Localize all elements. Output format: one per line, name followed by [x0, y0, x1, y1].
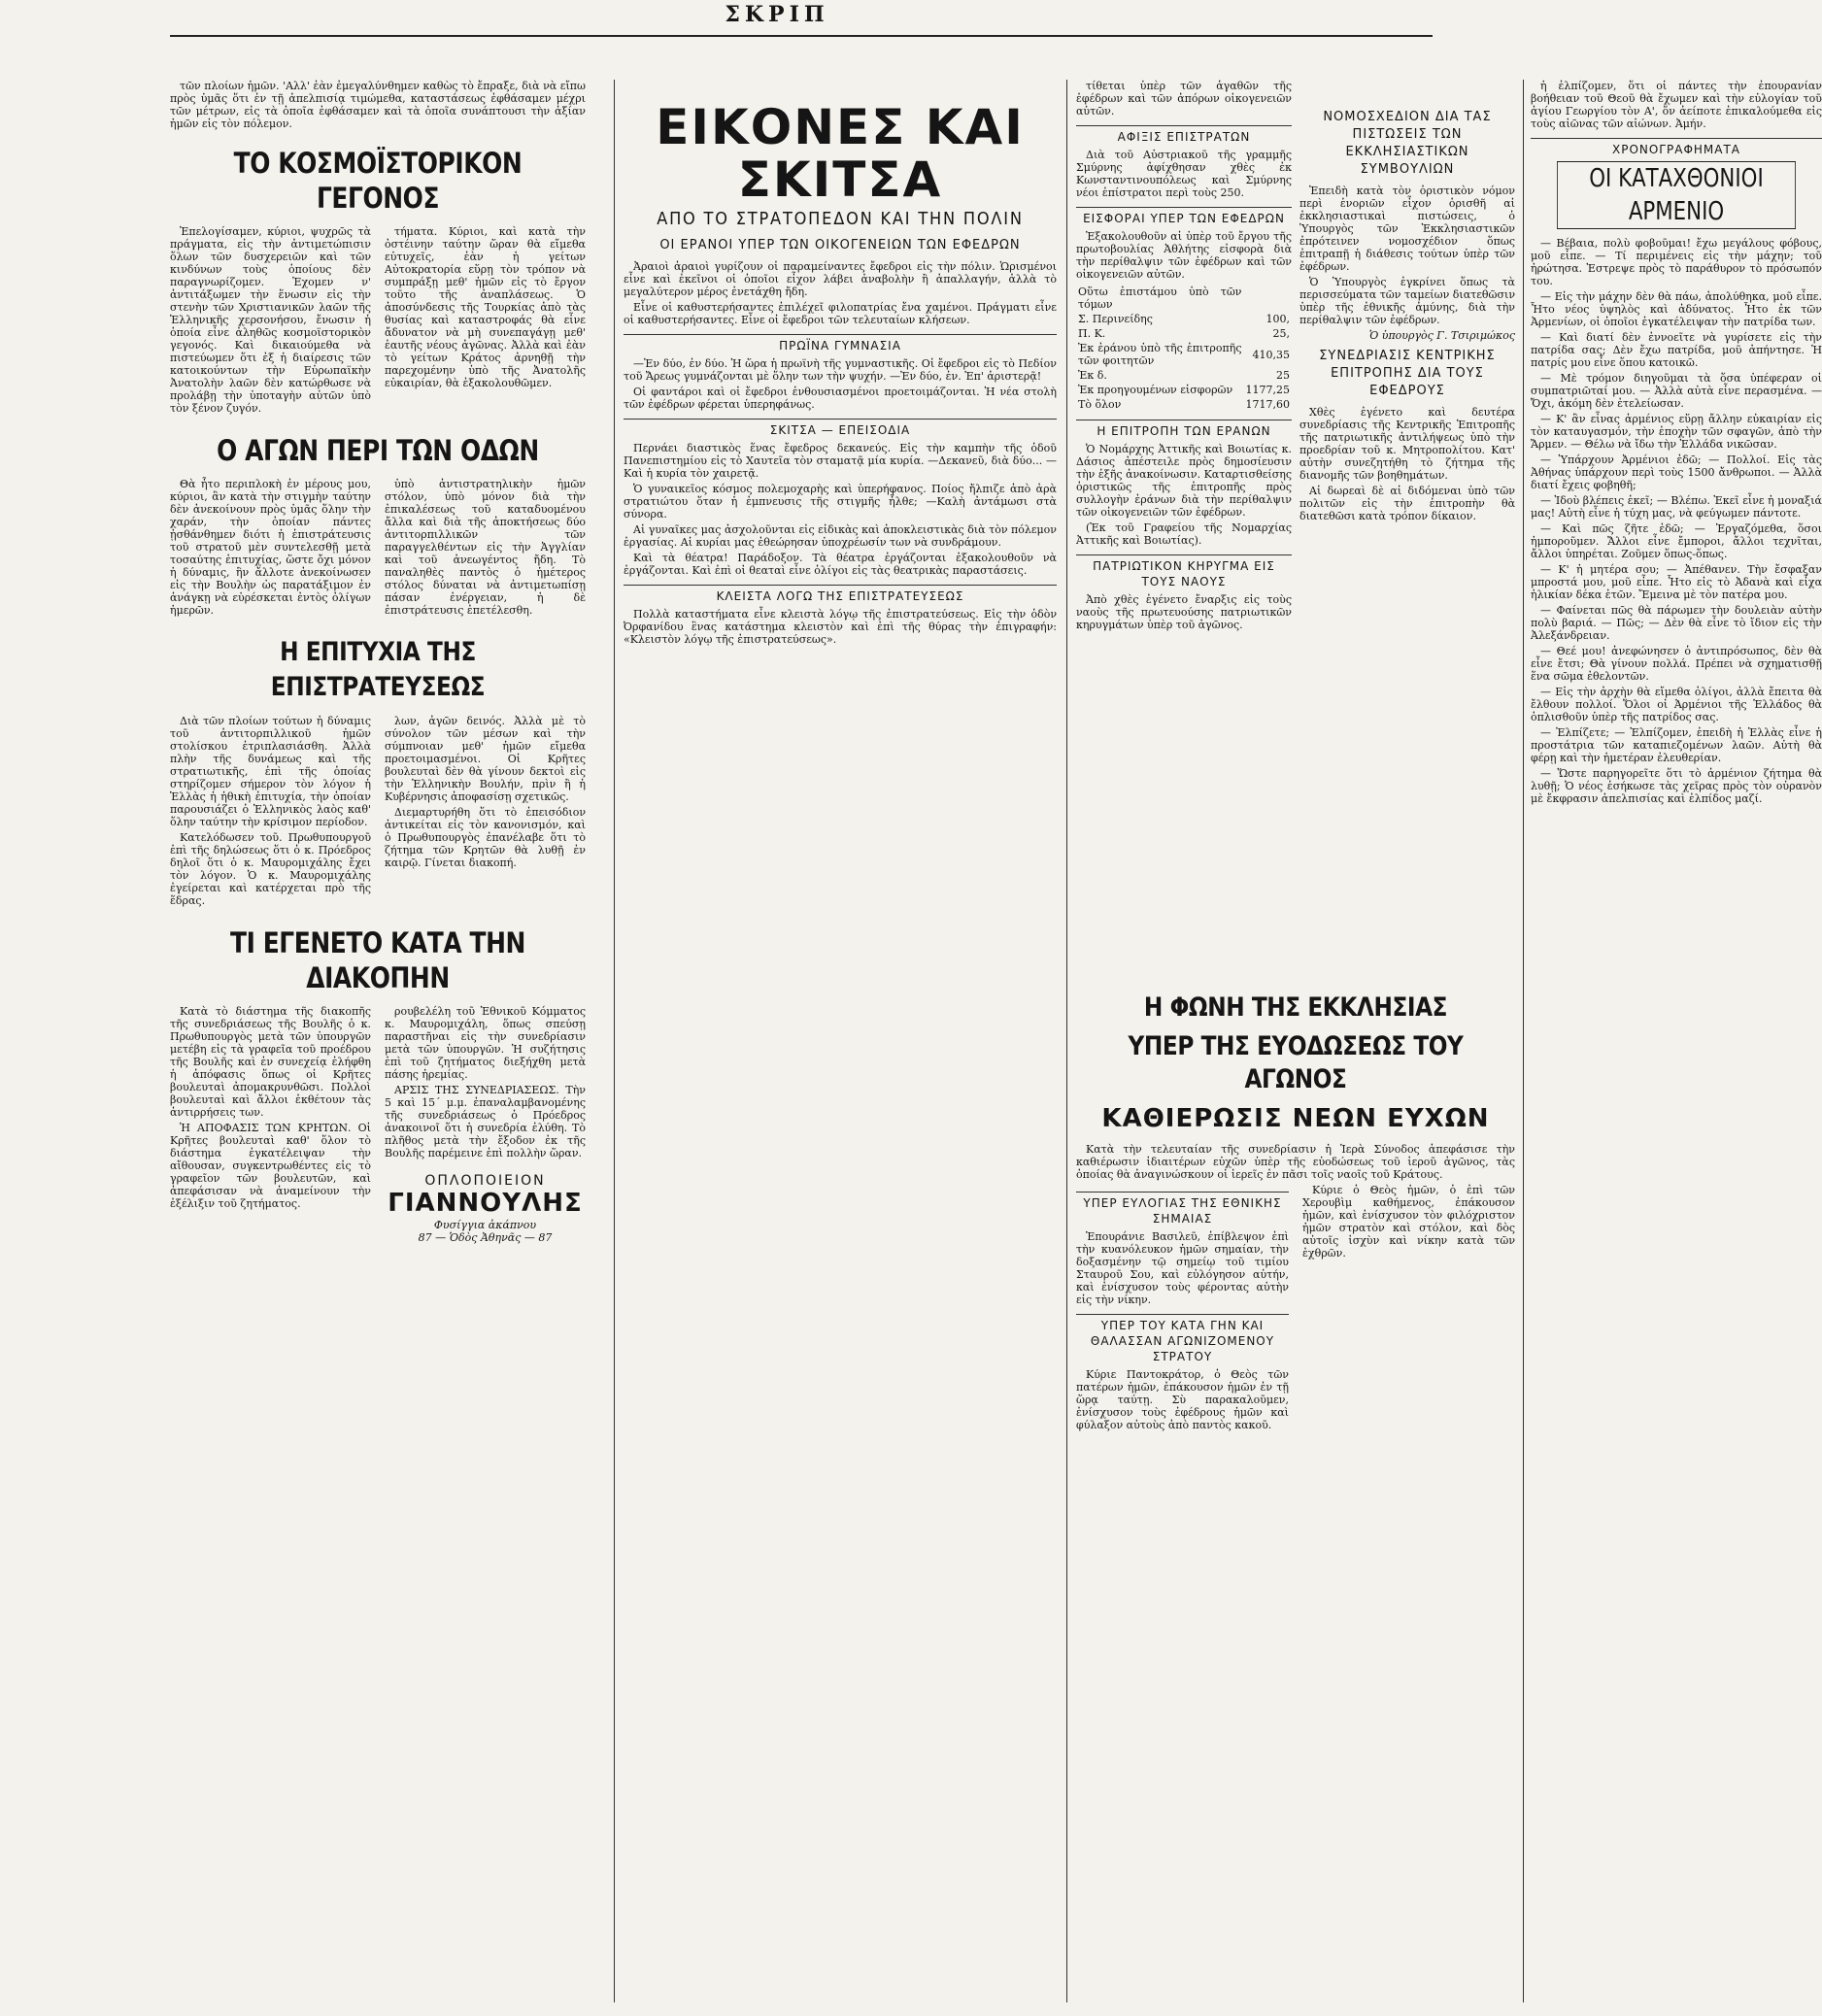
headline-sermons: ΠΑΤΡΙΩΤΙΚΟΝ ΚΗΡΥΓΜΑ ΕΙΣ ΤΟΥΣ ΝΑΟΥΣ: [1076, 554, 1292, 589]
col3-p10: Ἐπουράνιε Βασιλεῦ, ἐπίβλεψον ἐπὶ τὴν κυανόλευκον ἡμῶν σημαίαν, τὴν δοξασμένην τῷ σημείῳ τοῦ τιμίου Σταυροῦ Σου, καὶ εὐλόγησον αὐτήν, καὶ ἐνίσχυσον τοὺς φέροντας αὐτὴν εἰς τὴν νίκην.: [1076, 1230, 1289, 1306]
col3-p9: Κατὰ τὴν τελευταίαν τῆς συνεδρίασιν ἡ Ἱερὰ Σύνοδος ἀπεφάσισε τὴν καθιέρωσιν ἰδιαιτέρων εὐχῶν ὑπὲρ τῆς εὐοδώσεως τοῦ ἱεροῦ ἀγῶνος, τὰς ὁποίας θὰ ἀναγινώσκουν οἱ ἱερεῖς ἐν πᾶσι τοῖς ναοῖς τοῦ Κράτους.: [1076, 1143, 1515, 1181]
col4-p6: — Ὑπάρχουν Ἀρμένιοι ἐδῶ; — Πολλοί. Εἰς τὰς Ἀθήνας ὑπάρχουν περὶ τοὺς 1500 ἄνθρωποι. — Ἀλλὰ διατί ἔχεις φοβηθῆ;: [1531, 454, 1822, 491]
contribution-amount: 25,: [1272, 327, 1290, 340]
col1-s2b: ὑπὸ ἀντιστρατηλικὴν ἡμῶν στόλον, ὑπὸ μόνον διὰ τὴν ἐπικαλέσεως τοῦ καταδυομένου ἄλλα καὶ διὰ τῆς ἀποκτήσεως δύο ἀντιτορπιλλικῶν τῶν παραγγελθέντων εἰς τὴν Ἀγγλίαν καὶ τοῦ ἀνεωγέντος ἤδη. Τὸ παναληθὲς παντὸς ὁ ἡμέτερος στόλος δύναται νὰ ἀντιμετωπίσῃ πάσαν ἐνέργειαν, ἡ δὲ ἐπιστράτευσις ἐπετέλεσθη.: [385, 478, 586, 617]
col2-p4: Οἱ φαντάροι καὶ οἱ ἔφεδροι ἐνθουσιασμένοι προετοιμάζονται. Ἡ νέα στολὴ τῶν ἐφέδρων φέρεται ὑπερηφάνως.: [624, 386, 1057, 411]
col4-intro: ἡ ἐλπίζομεν, ὅτι οἱ πάντες τὴν ἐπουρανίαν βοήθειαν τοῦ Θεοῦ θὰ ἔχωμεν καὶ τὴν εὐλογίαν τοῦ ἁγίου Γεωργίου τὸν Α', ὅν ἀείποτε ἐπικαλούμεθα εἰς τοὺς αἰῶνας τῶν αἰώνων. Ἀμήν.: [1531, 80, 1822, 130]
col1-s3a: Διὰ τῶν πλοίων τούτων ἡ δύναμις τοῦ ἀντιτορπιλλικοῦ ἡμῶν στολίσκου ἐτριπλασιάσθη. Ἀλλὰ πλὴν τῆς δυνάμεως καὶ τῆς στρατιωτικῆς, ἐπὶ τῆς ὁποίας στηρίζομεν σήμερον τὸν λόγον ἡ Ἑλλὰς ἡ ἠθικὴ ἐπιτυχία, τὴν ὁποίαν παρουσιάζει ὁ Ἑλληνικὸς λαὸς καθ' ὅλην ταύτην τὴν κρίσιμον περίοδον.: [170, 715, 371, 828]
col2-p2: Εἶνε οἱ καθυστερήσαντες ἐπιλέχεῖ φιλοπατρίας ἔνα χαμένοι. Πράγματι εἶνε οἱ καθυστερήσαντες. Εἶνε οἱ ἔφεδροι τῶν τελευταίων κλήσεων.: [624, 301, 1057, 326]
col1-s1b: τήματα. Κύριοι, καὶ κατὰ τὴν ὀστέινην ταύτην ὥραν θὰ εἴμεθα εὐτυχεῖς, ἐὰν ἡ γείτων Αὐτοκρατορία εὕρῃ τὸν τρόπον νὰ συμπράξῃ μεθ' ἡμῶν εἰς τὸ ἔργον τοῦτο τῆς ἀναπλάσεως. Ὁ ἀποσύνδεσις τῆς Τουρκίας ἀπὸ τὰς θυσίας καὶ καταστροφάς θὰ εἶνε ἄδυνατον νὰ μὴ συνεπαγάγῃ μεθ' ἑαυτῆς νέους ἀγῶνας. Ἀλλὰ καὶ ἐὰν τὸ γείτων Κράτος ἀρνηθῇ τὴν παρεχομένην ὑπὸ τῆς Ἀνατολῆς εὐκαιρίαν, θὰ ἐξακολουθῶμεν.: [385, 225, 586, 389]
col3-p5: Ἐπειδὴ κατὰ τὸν ὁριστικὸν νόμον περὶ ἐνοριῶν εἶχον ὁρισθῆ αἱ ἐκκλησιαστικαὶ πιστώσεις, ὁ Ὑπουργὸς τῶν Ἐκκλησιαστικῶν ἐπρότεινεν νομοσχέδιον ὅπως ἐπιτραπῇ ἡ διάθεσις τούτων ὑπὲρ τῶν ἐφέδρων.: [1299, 185, 1515, 273]
col4-p13: — Ἐλπίζετε; — Ἐλπίζομεν, ἐπειδὴ ἡ Ἑλλὰς εἶνε ἡ προστάτρια τῶν καταπιεζομένων λαῶν. Αὐτὴ θὰ φέρῃ καὶ τὴν ἡμετέραν ἐλευθερίαν.: [1531, 726, 1822, 764]
col4-p12: — Εἰς τὴν ἀρχὴν θὰ εἴμεθα ὀλίγοι, ἀλλὰ ἔπειτα θὰ ἔλθουν πολλοί. Ὅλοι οἱ Ἀρμένιοι τῆς Ἑλλάδος θὰ ὁπλισθοῦν ὑπὲρ τῆς πατρίδος σας.: [1531, 686, 1822, 723]
col3-p2: Ἐξακολουθοῦν αἱ ὑπὲρ τοῦ ἔργου τῆς πρωτοβουλίας Ἀθλήτης εἰσφορὰ διὰ τὴν περίθαλψιν τῶν ἐφέδρων καὶ τῶν οἰκογενειῶν αὐτῶν.: [1076, 230, 1292, 281]
headline-success-struggle: ΥΠΕΡ ΤΗΣ ΕΥΟΔΩΣΕΩΣ ΤΟΥ ΑΓΩΝΟΣ: [1128, 1031, 1464, 1094]
col4-p2: — Εἰς τὴν μάχην δὲν θὰ πάω, ἀπολύθηκα, μοῦ εἶπε. Ἦτο νέος ὑψηλὸς καὶ ἀδύνατος. Ἦτο ἐκ τῶν Ἀρμενίων, οἱ ὁποῖοι ἐγκατέλειψαν τὴν πατρίδα των.: [1531, 290, 1822, 328]
ad-line-3: Φυσίγγια ἀκάπνου: [433, 1219, 537, 1231]
contribution-name: Οὕτω ἐπιστάμου ὑπὸ τῶν τόμων: [1078, 286, 1242, 311]
contribution-amount: [1244, 285, 1293, 312]
contribution-amount: 1177,25: [1245, 384, 1290, 396]
contribution-name: Σ. Περινείδης: [1078, 313, 1153, 325]
contribution-amount: 1717,60: [1245, 398, 1290, 411]
contribution-name: Τὸ ὅλον: [1078, 398, 1122, 411]
headline-flag-blessing: ΥΠΕΡ ΕΥΛΟΓΙΑΣ ΤΗΣ ΕΘΝΙΚΗΣ ΣΗΜΑΙΑΣ: [1076, 1192, 1289, 1226]
headline-bill: ΝΟΜΟΣΧΕΔΙΟΝ ΔΙΑ ΤΑΣ ΠΙΣΤΩΣΕΙΣ ΤΩΝ ΕΚΚΛΗΣΙΑΣΤΙΚΩΝ ΣΥΜΒΟΥΛΙΩΝ: [1323, 110, 1492, 177]
headline-central-committee: ΣΥΝΕΔΡΙΑΣΙΣ ΚΕΝΤΡΙΚΗΣ ΕΠΙΤΡΟΠΗΣ ΔΙΑ ΤΟΥΣ ΕΦΕΔΡΟΥΣ: [1319, 349, 1496, 398]
col3-p6: Ὁ Ὑπουργὸς ἐγκρίνει ὅπως τὰ περισσεύματα τῶν ταμείων διατεθῶσιν ὑπὲρ τῆς ἐθνικῆς ἀμύνης, διὰ τὴν περίθαλψιν τῶν ἐφέδρων.: [1299, 276, 1516, 326]
contribution-row: [1076, 368, 1292, 383]
col4-p7: — Ἰδοὺ βλέπεις ἐκεῖ; — Βλέπω. Ἐκεῖ εἶνε ἡ μοναξιά μας! Αὐτὴ εἶνε ἡ τύχη μας, νὰ φεύγωμεν πάντοτε.: [1531, 494, 1822, 520]
col1-s4b: ρουβελέλη τοῦ Ἐθνικοῦ Κόμματος κ. Μαυρομιχάλη, ὅπως σπεύσῃ παραστῆναι εἰς τὴν συνεδρίασιν μετὰ τῶν ὑπουργῶν. Ἡ συζήτησις ἐπὶ τοῦ ζητήματος διεξήχθη μετὰ πάσης ἠρεμίας.: [385, 1005, 586, 1081]
church-subcolumns: [1076, 1184, 1515, 1434]
col1-section-4: [170, 1005, 586, 1244]
church-section: [1076, 986, 1515, 2002]
contributions-table: [1076, 285, 1292, 412]
caption-closed-shops: ΚΛΕΙΣΤΑ ΛΟΓΩ ΤΗΣ ΕΠΙΣΤΡΑΤΕΥΣΕΩΣ: [624, 585, 1057, 604]
col4-p14: — Ὥστε παρηγορεῖτε ὅτι τὸ ἀρμένιον ζήτημα θὰ λυθῇ; Ὁ νέος ἐσήκωσε τὰς χεῖρας πρὸς τὸν οὐρανὸν μὲ ἔκφρασιν ἀπελπισίας καὶ ἐλπίδος μαζί.: [1531, 767, 1822, 805]
col3-p3b: (Ἐκ τοῦ Γραφείου τῆς Νομαρχίας Ἀττικῆς καὶ Βοιωτίας).: [1076, 521, 1292, 547]
column-divider-1: [614, 80, 615, 2002]
contribution-row: [1076, 397, 1292, 412]
col3-p4: Ἀπὸ χθὲς ἐγένετο ἔναρξις εἰς τοὺς ναοὺς τῆς πρωτευούσης πατριωτικῶν κηρυγμάτων ὑπὲρ τοῦ ἀγῶνος.: [1076, 593, 1292, 631]
minister-signature: Ὁ ὑπουργὸς Γ. Τσιριμώκος: [1368, 329, 1515, 342]
contribution-row: [1076, 326, 1292, 341]
contribution-amount: 100,: [1265, 313, 1290, 325]
col3-p3: Ὁ Νομάρχης Ἀττικῆς καὶ Βοιωτίας κ. Δάσιος ἀπέστειλε πρὸς δημοσίευσιν τὴν ἑξῆς ἀνακοίνωσιν. Καταρτισθείσης ὁριστικῶς τῆς ἐπιτροπῆς πρὸς συλλογὴν ἐράνων διὰ τὴν περίθαλψιν τῶν οἰκογενειῶν τῶν ἐφέδρων.: [1076, 443, 1293, 519]
top-rule: [170, 35, 1433, 37]
col3-p1: Διὰ τοῦ Αὐστριακοῦ τῆς γραμμῆς Σμύρνης ἀφίχθησαν χθὲς ἐκ Κωνσταντινουπόλεως καὶ Σμύρνης νέοι ἐπίστρατοι περὶ τοὺς 250.: [1076, 149, 1292, 199]
col1-s4a: Κατὰ τὸ διάστημα τῆς διακοπῆς τῆς συνεδριάσεως τῆς Βουλῆς ὁ κ. Πρωθυπουργὸς μετὰ τῶν ὑπουργῶν μετέβη εἰς τὰ γραφεῖα τοῦ προέδρου τῆς Βουλῆς καὶ ἐν συνεχείᾳ ἐλήφθη ἡ ἀπόφασις ὅπως οἱ Κρῆτες βουλευταὶ ἀπομακρυνθῶσι. Πολλοὶ βουλευταὶ καὶ ἄλλοι ἐκθέτουν τὰς ἀντιρρήσεις των.: [170, 1005, 371, 1119]
subheadline-collections: ΟΙ ΕΡΑΝΟΙ ΥΠΕΡ ΤΩΝ ΟΙΚΟΓΕΝΕΙΩΝ ΤΩΝ ΕΦΕΔΡΩΝ: [659, 238, 1021, 252]
headline-road-struggle: Ο ΑΓΩΝ ΠΕΡΙ ΤΩΝ ΟΔΩΝ: [217, 434, 539, 467]
headline-images-sketches: ΕΙΚΟΝΕΣ ΚΑΙ ΣΚΙΤΣΑ: [656, 99, 1025, 208]
col1-s3d: Διεμαρτυρήθη ὅτι τὸ ἐπεισόδιον ἀντικείται εἰς τὸν κανονισμόν, καὶ ὁ Πρωθυπουργὸς ἐπανέλαβε ὅτι τὸ ζήτημα τῶν Κρητῶν θὰ λυθῇ ἐν καιρῷ. Γίνεται διακοπή.: [385, 806, 586, 869]
col2-p3: —Ἐν δύο, ἐν δύο. Ἡ ὥρα ἡ πρωϊνὴ τῆς γυμναστικῆς. Οἱ ἔφεδροι εἰς τὸ Πεδίον τοῦ Ἄρεως γυμνάζονται μὲ ὅλην των τὴν ψυχήν. —Ἐν δύο, ἐν. Ἐπ' ἀριστερᾷ!: [624, 357, 1057, 383]
contribution-row: [1076, 285, 1292, 312]
contribution-amount: 410,35: [1252, 348, 1290, 361]
contribution-name: Ἐκ ἐράνου ὑπὸ τῆς ἐπιτροπῆς τῶν φοιτητῶν: [1078, 342, 1242, 367]
col4-p3: — Καὶ διατί δὲν ἐννοεῖτε νὰ γυρίσετε εἰς τὴν πατρίδα σας; Δὲν ἔχω πατρίδα, μοῦ ἀπήντησε. Ἡ πατρίς μου εἶνε ὅπου κατοικῶ.: [1531, 331, 1822, 369]
contribution-row: [1076, 312, 1292, 326]
col2-p1: Ἀραιοὶ ἀραιοὶ γυρίζουν οἱ παραμείναντες ἔφεδροι εἰς τὴν πόλιν. Ὡρισμένοι εἶνε καὶ ἐκεῖνοι οἱ ὁποῖοι εἶχον λάβει ἀναβολὴν ἢ ἀπαλλαγήν, ἀλλὰ τὸ μεγαλύτερον μέρος ἐνετάχθη ἤδη.: [624, 260, 1057, 298]
col3-intro: τίθεται ὑπὲρ τῶν ἀγαθῶν τῆς ἐφέδρων καὶ τῶν ἀπόρων οἰκογενειῶν αὐτῶν.: [1076, 80, 1292, 118]
col1-s4d: ΑΡΣΙΣ ΤΗΣ ΣΥΝΕΔΡΙΑΣΕΩΣ. Τὴν 5 καὶ 15΄ μ.μ. ἐπαναλαμβανομένης τῆς συνεδριάσεως ὁ Πρόεδρος ἀνακοινοῖ ὅτι ἡ συνεδρία ἐλύθη. Τὸ πλῆθος μετὰ τὴν ἔξοδον ἐκ τῆς Βουλῆς παρέμεινε ἐπὶ πολλὴν ὥραν.: [385, 1084, 586, 1159]
col2-p8: Καὶ τὰ θέατρα! Παράδοξον. Τὰ θέατρα ἐργάζονται ἐξακολουθοῦν νὰ ἐργάζονται. Καὶ ἐπὶ οἱ θεαταὶ εἶνε ὀλίγοι εἰς τὰς θεατρικὰς παραστάσεις.: [624, 552, 1057, 577]
col3-p11: Κύριε ὁ Θεὸς ἡμῶν, ὁ ἐπὶ τῶν Χερουβὶμ καθήμενος, ἐπάκουσον ἡμῶν, καὶ ἐνίσχυσον τὸν φιλόχριστον ἡμῶν στρατὸν καὶ στόλον, καὶ δὸς αὐτοῖς ἰσχὺν καὶ νίκην κατὰ τῶν ἐχθρῶν.: [1302, 1184, 1515, 1260]
caption-morning-drills: ΠΡΩΪΝΑ ΓΥΜΝΑΣΙΑ: [624, 334, 1057, 353]
headline-committee: Η ΕΠΙΤΡΟΠΗ ΤΩΝ ΕΡΑΝΩΝ: [1076, 420, 1292, 439]
col1-s3b: λων, ἀγῶν δεινός. Ἀλλὰ μὲ τὸ σύνολον τῶν μέσων καὶ τὴν σύμπνοιαν μεθ' ἡμῶν εἴμεθα προετοιμασμένοι. Οἱ Κρῆτες βουλευταὶ δὲν θὰ γίνουν δεκτοὶ εἰς τὴν Ἑλληνικὴν Βουλήν, πρὶν ἢ ἡ Κυβέρνησις ἀποφασίσῃ σχετικῶς.: [385, 715, 586, 803]
col2-p6: Ὁ γυναικεῖος κόσμος πολεμοχαρὴς καὶ ὑπερήφανος. Ποίος ἤλπιζε ἀπὸ ἀρὰ στρατιώτου ὅταν ἡ ἐμπνευσις τῆς στιγμῆς ἦλθε; —Καλὴ ἀντάμωσι στὰ σύνορα.: [624, 483, 1057, 521]
ad-line-2: ΓΙΑΝΝΟΥΛΗΣ: [388, 1189, 583, 1218]
col3-p7: Χθὲς ἐγένετο καὶ δευτέρα συνεδρίασις τῆς Κεντρικῆς Ἐπιτροπῆς τῆς πατριωτικῆς ἀντιλήψεως ὑπὸ τὴν προεδρίαν τοῦ κ. Μητροπολίτου. Κατ' αὐτὴν συνεζητήθη τὸ ζήτημα τῆς διανομῆς τῶν βοηθημάτων.: [1299, 406, 1515, 482]
col2-p5: Περνάει διαστικὸς ἕνας ἔφεδρος δεκανεύς. Εἰς τὴν καμπὴν τῆς ὁδοῦ Πανεπιστημίου εἰς τὸ Χαυτεῖα τὸν σταματᾷ μία κυρία. —Δεκανεῦ, διὰ δύο... —Καὶ ἡ κυρία τὸν χαιρετᾷ.: [624, 442, 1057, 480]
column-divider-3: [1523, 80, 1524, 2002]
col3-p12: Κύριε Παντοκράτορ, ὁ Θεὸς τῶν πατέρων ἡμῶν, ἐπάκουσον ἡμῶν ἐν τῇ ὥρᾳ ταύτῃ. Σὺ παρακαλοῦμεν, ἐνίσχυσον τοὺς ἐφέδρους ἡμῶν καὶ φύλαξον αὐτοὺς ἀπὸ παντὸς κακοῦ.: [1076, 1368, 1289, 1431]
headline-armenians: ΟΙ ΚΑΤΑΧΘΟΝΙΟΙ ΑΡΜΕΝΙΟ: [1557, 161, 1796, 229]
column-divider-2: [1066, 80, 1067, 2002]
col4-p8: — Καὶ πῶς ζῆτε ἐδῶ; — Ἐργαζόμεθα, ὅσοι ἠμποροῦμεν. Ἄλλοι εἶνε ἔμποροι, ἄλλοι τεχνῖται, ἄλλοι ὑπηρέται. Ζοῦμεν ὅπως-ὅπως.: [1531, 522, 1822, 560]
col4-p1: — Βέβαια, πολὺ φοβοῦμαι! ἔχω μεγάλους φόβους, μοῦ εἶπε. — Τί περιμένεις εἰς τὴν μάχην; τοῦ ἠρώτησα. Ἐστρεψε πρὸς τὸ παράθυρον τὸ πρόσωπόν του.: [1531, 237, 1822, 287]
subheadline-camp-city: ΑΠΟ ΤΟ ΣΤΡΑΤΟΠΕΔΟΝ ΚΑΙ ΤΗΝ ΠΟΛΙΝ: [657, 209, 1024, 229]
col3-p8: Αἱ δωρεαὶ δὲ αἱ διδόμεναι ὑπὸ τῶν πολιτῶν εἰς τὴν ἐπιτροπὴν θὰ διατεθῶσι κατὰ τρόπον δίκαιον.: [1299, 485, 1515, 522]
col4-p4: — Μὲ τρόμον διηγοῦμαι τὰ ὅσα ὑπέφεραν οἱ συμπατριῶταί μου. — Ἀλλὰ αὐτὰ εἶνε περασμένα. — Ὄχι, ἀκόμη δὲν ἐτελείωσαν.: [1531, 372, 1822, 410]
column-4: [1531, 80, 1822, 2002]
col4-p9: — Κ' ἡ μητέρα σου; — Ἀπέθανεν. Τὴν ἔσφαξαν μπροστά μου, μοῦ εἶπε. Ἦτο εἰς τὸ Ἀδανὰ καὶ εἶχα ἡλικίαν δέκα ἐτῶν. Ἔμεινα μὲ τὸν πατέρα μου.: [1531, 563, 1822, 601]
headline-church-voice: Η ΦΩΝΗ ΤΗΣ ΕΚΚΛΗΣΙΑΣ: [1143, 992, 1448, 1023]
col2-p7: Αἱ γυναῖκες μας ἀσχολοῦνται εἰς εἰδικὰς καὶ ἀποκλειστικὰς διὰ τὸν πόλεμον ἐργασίας. Αἱ κυρίαι μας ἐθεώρησαν ὑποχρέωσίν των νὰ συνδράμουν.: [624, 523, 1057, 549]
headline-cosmic-event: ΤΟ ΚΟΣΜΟΪΣΤΟΡΙΚΟΝ ΓΕΓΟΝΟΣ: [233, 147, 523, 215]
col1-s1a: Ἐπελογίσαμεν, κύριοι, ψυχρῶς τὰ πράγματα, εἰς τὴν ἀντιμετώπισιν ὅλων τῶν δυσχερειῶν καὶ τῶν κινδύνων τοὺς ὁποίους δὲν παραγνωρίζομεν. Ἐχομεν ν' ἀντιτάξωμεν τὴν ἕνωσιν εἰς τὴν στενὴν τῶν Χριστιανικῶν λαῶν τῆς Ἑλληνικῆς χερσονήσου, ἔνωσιν ἡ ὁποία εἶνε ἀληθῶς κοσμοϊστορικὸν γεγονός. Καὶ δικαιούμεθα νὰ πιστεύωμεν ὅτι ἐξ ἡ διαίρεσις τῶν κατοικούντων τὴν Εὐρωπαϊκὴν Ἀνατολὴν λαῶν δὲν κατώρθωσε νὰ προλάβῃ τὴν ὑποταγὴν αὐτῶν ὑπὸ τὸν ξένον ζυγόν.: [170, 225, 371, 415]
col1-section-2: [170, 478, 586, 620]
col1-intro: τῶν πλοίων ἡμῶν. 'Αλλ' ἐὰν ἐμεγαλύνθημεν καθὼς τὸ ἔπραξε, διὰ νὰ εἴπω πρὸς ὑμᾶς ὅτι ἐν τῇ ἀπελπισίᾳ τιμώμεθα, καταστάσεως ἐφθάσαμεν μέχρι τῶν μέτρων, εἰς τὰ ὁποῖα ἐφθάσαμεν καὶ τὰ ὁποῖα συνάπτουσι τὴν ἀξίαν ἡμῶν εἰς τὸν πόλεμον.: [170, 80, 586, 130]
advertisement-gunsmith: [385, 1175, 586, 1244]
col1-s2a: Θὰ ἦτο περιπλοκὴ ἐν μέρους μου, κύριοι, ἂν κατὰ τὴν στιγμὴν ταύτην δὲν ἀνεκοίνουν πρὸς ὑμᾶς ὅλην τὴν χαράν, τὴν ὁποίαν πάντες ᾐσθάνθημεν διότι ἡ ἐπιστράτευσις τοῦ στρατοῦ μὲν συντελεσθῇ μετὰ τοσαύτης ἐπιτυχίας, ὥστε ὄχι μόνον ἡ δύναμις, ἣν ἄλλοτε ἀνεκοίνωσεν εἰς τὴν Βουλὴν ὡς παρατάξιμον ἐν ἀνάγκῃ νὰ εὑρέσκεται ἐντὸς ὀλίγων ἡμερῶν.: [170, 478, 371, 617]
headline-mobilization-success: Η ΕΠΙΤΥΧΙΑ ΤΗΣ ΕΠΙΣΤΡΑΤΕΥΣΕΩΣ: [270, 637, 486, 702]
ad-line-4: 87 — Ὁδὸς Ἀθηνᾶς — 87: [418, 1231, 553, 1244]
caption-sketches-episodes: ΣΚΙΤΣΑ — ΕΠΕΙΣΟΔΙΑ: [624, 419, 1057, 438]
headline-new-prayers: ΚΑΘΙΕΡΩΣΙΣ ΝΕΩΝ ΕΥΧΩΝ: [1101, 1104, 1490, 1133]
column-2: [624, 93, 1057, 2016]
col2-p9: Πολλὰ καταστήματα εἶνε κλειστὰ λόγῳ τῆς ἐπιστρατεύσεως. Εἰς τὴν ὁδὸν Ὀρφανίδου ἓνας κατάστημα κλειστὸν καὶ ἐπὶ τῆς θύρας τὴν ἐπιγραφήν: «Κλειστὸν λόγῳ τῆς ἐπιστρατεύσεως».: [624, 608, 1057, 646]
col1-section-1: [170, 225, 586, 418]
contribution-row: [1076, 383, 1292, 397]
col4-p5: — Κ' ἂν εἶνας ἀρμένιος εὕρῃ ἄλλην εὐκαιρίαν εἰς τὸν καταυγασμόν, τὴν ἐποχὴν τῶν σφαγῶν, ἀπὸ τὴν Ἄρμεν. — Θέλω νὰ ἴδω τὴν Ἑλλάδα νικῶσαν.: [1531, 413, 1822, 451]
col1-s4c: Ἡ ΑΠΟΦΑΣΙΣ ΤΩΝ ΚΡΗΤΩΝ. Οἱ Κρῆτες βουλευταὶ καθ' ὅλον τὸ διάστημα ἐγκατέλειψαν τὴν αἴθουσαν, συγκεντρωθέντες εἰς τὸ γραφεῖον τῶν βουλευτῶν, καὶ ἀπεφάσισαν νὰ ἀναμείνουν τὴν ἐξέλιξιν τοῦ ζητήματος.: [170, 1122, 371, 1210]
headline-contributions: ΕΙΣΦΟΡΑΙ ΥΠΕΡ ΤΩΝ ΕΦΕΔΡΩΝ: [1076, 207, 1292, 226]
column-1: [170, 80, 586, 2002]
headline-arrivals: ΑΦΙΞΙΣ ΕΠΙΣΤΡΑΤΩΝ: [1076, 125, 1292, 145]
headline-army-prayer: ΥΠΕΡ ΤΟΥ ΚΑΤΑ ΓΗΝ ΚΑΙ ΘΑΛΑΣΣΑΝ ΑΓΩΝΙΖΟΜΕΝΟΥ ΣΤΡΑΤΟΥ: [1076, 1314, 1289, 1364]
masthead: [0, 0, 1554, 29]
masthead-title: ΣΚΡΙΠ: [725, 2, 829, 27]
contribution-amount: 25: [1276, 369, 1290, 382]
headline-during-recess: ΤΙ ΕΓΕΝΕΤΟ ΚΑΤΑ ΤΗΝ ΔΙΑΚΟΠΗΝ: [230, 926, 525, 994]
col1-section-3: [170, 715, 586, 910]
col4-p11: — Θεέ μου! ἀνεφώνησεν ὁ ἀντιπρόσωπος, δὲν θὰ εἶνε ἔτσι; Θὰ γίνουν πολλά. Πρέπει νὰ σχηματισθῇ ἕνα σῶμα ἐθελοντῶν.: [1531, 645, 1822, 683]
contribution-name: Ἐκ προηγουμένων εἰσφορῶν: [1078, 384, 1233, 396]
col1-s3c: Κατελόδωσεν τοῦ. Πρωθυπουργοῦ ἐπὶ τῆς δηλώσεως ὅτι ὁ κ. Πρόεδρος δηλοῖ ὅτι ὁ κ. Μαυρομιχάλης ἔχει τὸν λόγον. Ὁ κ. Μαυρομιχάλης ἐγείρεται καὶ κατέρχεται πρὸ τῆς ἕδρας.: [170, 831, 371, 907]
col4-p10: — Φαίνεται πῶς θὰ πάρωμεν τὴν δουλειὰν αὐτὴν πολὺ βαριά. — Πῶς; — Δὲν θὰ εἶνε τὸ ἴδιον εἰς τὴν Ἀλεξάνδρειαν.: [1531, 604, 1822, 642]
ad-line-1: ΟΠΛΟΠΟΙΕΙΟΝ: [424, 1173, 546, 1189]
column-3b: [1299, 80, 1515, 978]
contribution-name: Π. Κ.: [1078, 327, 1106, 340]
headline-chronicles: ΧΡΟΝΟΓΡΑΦΗΜΑΤΑ: [1531, 138, 1822, 157]
contribution-row: [1076, 341, 1292, 368]
contribution-name: Ἐκ δ.: [1078, 369, 1107, 382]
